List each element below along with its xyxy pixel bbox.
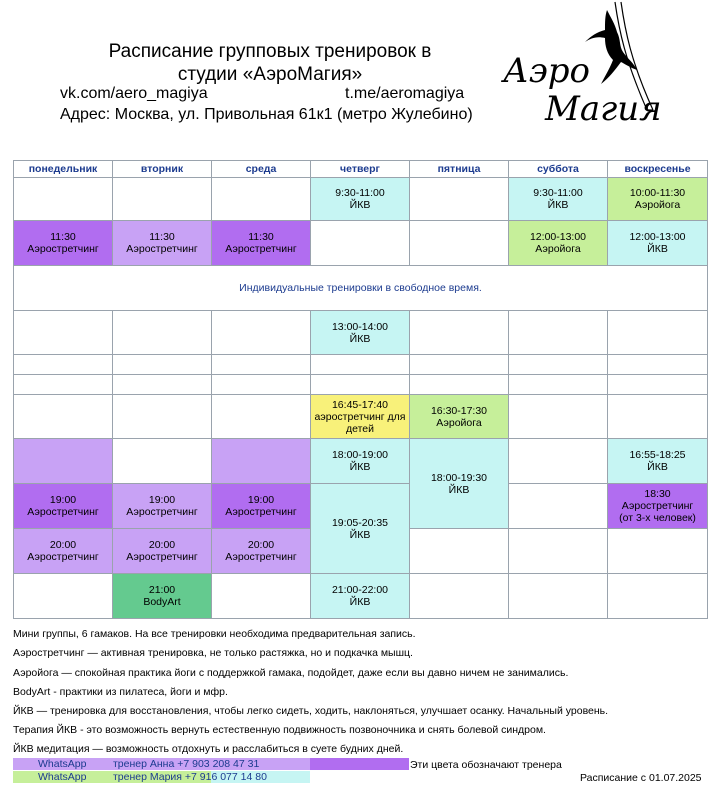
class-cell [212, 439, 311, 484]
empty-cell [608, 574, 708, 619]
class-cell: 11:30 Аэростретчинг [212, 221, 311, 266]
class-cell [14, 439, 113, 484]
table-row [14, 375, 708, 395]
empty-cell [14, 355, 113, 375]
empty-cell [113, 395, 212, 439]
empty-cell [410, 221, 509, 266]
class-cell: 12:00-13:00 ЙКВ [608, 221, 708, 266]
whatsapp-label[interactable]: WhatsApp [38, 758, 87, 770]
table-row [14, 311, 708, 355]
empty-cell [608, 311, 708, 355]
empty-cell [410, 178, 509, 221]
note-line: Аэростретчинг — активная тренировка, не только растяжка, но и подкачка мышц. [13, 647, 413, 659]
trainer-phone[interactable]: тренер Мария +7 916 077 14 80 [113, 771, 267, 783]
empty-cell [509, 375, 608, 395]
day-monday: понедельник [14, 161, 113, 178]
empty-cell [311, 355, 410, 375]
class-cell: 18:30 Аэростретчинг (от 3-х человек) [608, 484, 708, 529]
whatsapp-label[interactable]: WhatsApp [38, 771, 87, 783]
empty-cell [509, 529, 608, 574]
trainer-phone[interactable]: тренер Анна +7 903 208 47 31 [113, 758, 260, 770]
class-cell: 19:00 Аэростретчинг [113, 484, 212, 529]
empty-cell [509, 311, 608, 355]
note-line: Терапия ЙКВ - это возможность вернуть естественную подвижность позвоночника и снять болевой синдром. [13, 724, 546, 736]
empty-cell [608, 529, 708, 574]
table-row [14, 355, 708, 375]
empty-cell [509, 355, 608, 375]
days-header-row [14, 161, 708, 178]
class-cell: 16:55-18:25 ЙКВ [608, 439, 708, 484]
day-wednesday: среда [212, 161, 311, 178]
title-line-2: студии «АэроМагия» [177, 64, 363, 85]
empty-cell [212, 375, 311, 395]
class-cell: 9:30-11:00 ЙКВ [509, 178, 608, 221]
empty-cell [14, 395, 113, 439]
class-cell: 16:30-17:30 Аэройога [410, 395, 509, 439]
empty-cell [410, 311, 509, 355]
table-row [14, 266, 708, 311]
class-cell: 11:30 Аэростретчинг [14, 221, 113, 266]
title-line-1: Расписание групповых тренировок в [108, 41, 432, 62]
page-header [0, 0, 720, 150]
empty-cell [410, 355, 509, 375]
empty-cell [113, 355, 212, 375]
table-row [14, 574, 708, 619]
empty-cell [113, 375, 212, 395]
day-friday: пятница [410, 161, 509, 178]
empty-cell [509, 484, 608, 529]
note-line: ЙКВ — тренировка для восстановления, чтобы легко сидеть, ходить, наклоняться, улучшает осанку. Начальный уровень. [13, 705, 609, 717]
class-cell: 9:30-11:00 ЙКВ [311, 178, 410, 221]
table-row [14, 395, 708, 439]
table-row [14, 178, 708, 221]
empty-cell [311, 221, 410, 266]
logo-word-1: Аэро [503, 51, 591, 91]
telegram-link[interactable]: t.me/aeromagiya [345, 85, 465, 102]
table-row [14, 221, 708, 266]
empty-cell [113, 178, 212, 221]
empty-cell [509, 395, 608, 439]
class-cell: 18:00-19:00 ЙКВ [311, 439, 410, 484]
class-cell: 11:30 Аэростретчинг [113, 221, 212, 266]
day-saturday: суббота [509, 161, 608, 178]
individual-training-note: Индивидуальные тренировки в свободное время. [14, 266, 708, 311]
empty-cell [14, 574, 113, 619]
trainer-color-bar [310, 758, 409, 770]
vk-link[interactable]: vk.com/aero_magiya [60, 85, 208, 102]
class-cell: 20:00 Аэростретчинг [113, 529, 212, 574]
empty-cell [14, 311, 113, 355]
class-cell: 10:00-11:30 Аэройога [608, 178, 708, 221]
class-cell: 19:00 Аэростретчинг [212, 484, 311, 529]
class-cell: 19:00 Аэростретчинг [14, 484, 113, 529]
empty-cell [14, 375, 113, 395]
note-line: Мини группы, 6 гамаков. На все тренировки необходима предварительная запись. [13, 628, 416, 640]
studio-address: Адрес: Москва, ул. Привольная 61к1 (метро Жулебино) [60, 106, 473, 123]
empty-cell [212, 311, 311, 355]
empty-cell [608, 375, 708, 395]
empty-cell [509, 439, 608, 484]
day-sunday: воскресенье [608, 161, 708, 178]
empty-cell [410, 375, 509, 395]
empty-cell [608, 355, 708, 375]
empty-cell [212, 355, 311, 375]
empty-cell [212, 178, 311, 221]
class-cell: 12:00-13:00 Аэройога [509, 221, 608, 266]
empty-cell [311, 375, 410, 395]
class-cell: 20:00 Аэростретчинг [14, 529, 113, 574]
aeromagiya-logo [497, 0, 677, 135]
empty-cell [14, 178, 113, 221]
empty-cell [212, 574, 311, 619]
schedule-since: Расписание с 01.07.2025 [580, 772, 702, 784]
empty-cell [410, 529, 509, 574]
note-line: ЙКВ медитация — возможность отдохнуть и расслабиться в суете будних дней. [13, 743, 404, 755]
legend-note: Эти цвета обозначают тренера [410, 759, 562, 771]
empty-cell [113, 311, 212, 355]
class-cell: 16:45-17:40 аэростретчинг для детей [311, 395, 410, 439]
schedule-table [13, 160, 708, 619]
logo-word-2: Магия [545, 89, 662, 129]
table-row [14, 484, 708, 529]
class-cell: 19:05-20:35 ЙКВ [311, 484, 410, 574]
day-thursday: четверг [311, 161, 410, 178]
empty-cell [113, 439, 212, 484]
table-row [14, 439, 708, 484]
class-cell: 20:00 Аэростретчинг [212, 529, 311, 574]
note-line: BodyArt - практики из пилатеса, йоги и мфр. [13, 686, 228, 698]
empty-cell [509, 574, 608, 619]
empty-cell [410, 574, 509, 619]
empty-cell [212, 395, 311, 439]
class-cell: 21:00 BodyArt [113, 574, 212, 619]
class-cell: 21:00-22:00 ЙКВ [311, 574, 410, 619]
page-title [30, 40, 510, 86]
note-line: Аэройога — спокойная практика йоги с поддержкой гамака, подойдет, даже если вы давно ничем не занимались. [13, 667, 569, 679]
day-tuesday: вторник [113, 161, 212, 178]
empty-cell [608, 395, 708, 439]
class-cell: 13:00-14:00 ЙКВ [311, 311, 410, 355]
class-cell: 18:00-19:30 ЙКВ [410, 439, 509, 529]
